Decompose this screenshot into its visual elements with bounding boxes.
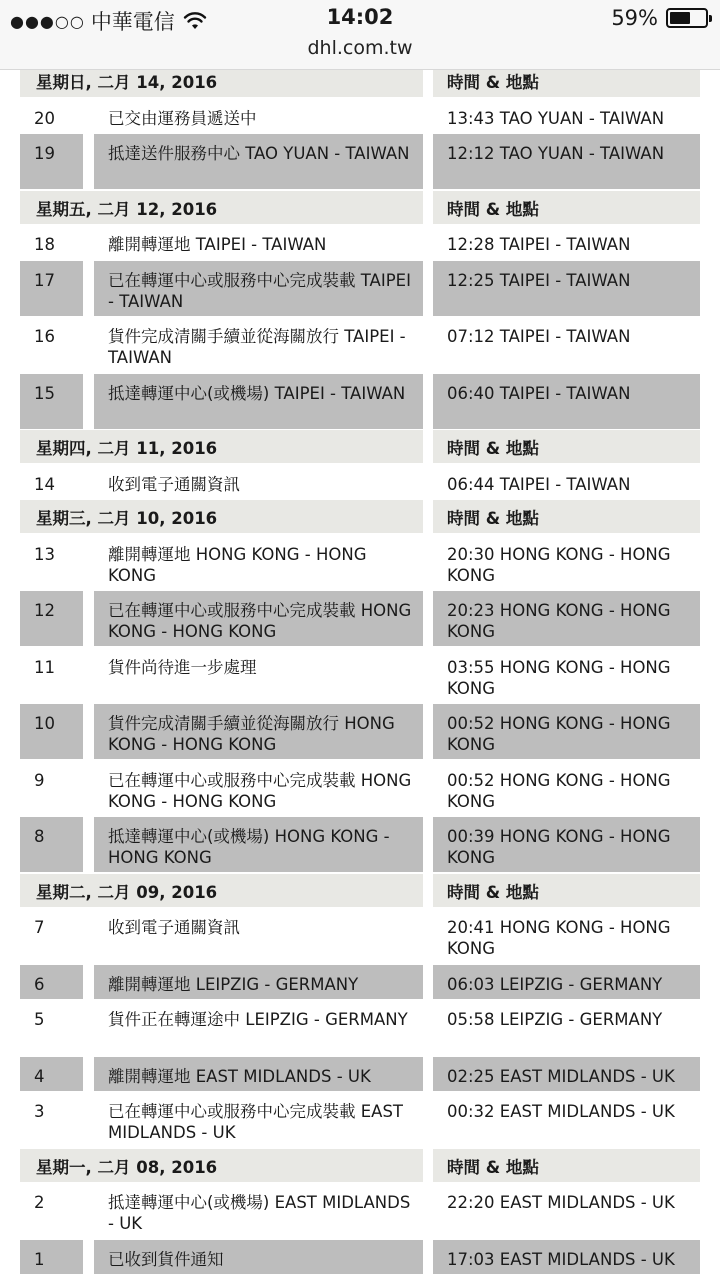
checkpoint-description: 收到電子通關資訊: [94, 465, 423, 499]
tracking-history: [0, 70, 720, 1280]
signal-strength-icon: ●●●○○: [10, 11, 85, 31]
checkpoint-description: 已在轉運中心或服務中心完成裝載 HONG KONG - HONG KONG: [94, 761, 423, 816]
checkpoint-description: 離開轉運地 EAST MIDLANDS - UK: [94, 1057, 423, 1091]
day-label: 星期四, 二月 11, 2016: [20, 430, 423, 463]
checkpoint-row: [20, 965, 700, 999]
day-label: 星期日, 二月 14, 2016: [20, 70, 423, 97]
checkpoint-time-location: 12:28 TAIPEI - TAIWAN: [433, 225, 700, 259]
checkpoint-number: 6: [20, 965, 83, 999]
checkpoint-description: 已在轉運中心或服務中心完成裝載 TAIPEI - TAIWAN: [94, 261, 423, 316]
day-header-row: [20, 500, 700, 533]
checkpoint-number: 12: [20, 591, 83, 646]
status-right: [611, 6, 708, 30]
location-column-header: 時間 & 地點: [433, 1149, 700, 1182]
checkpoint-time-location: 06:40 TAIPEI - TAIWAN: [433, 374, 700, 429]
day-header-row: [20, 430, 700, 463]
checkpoint-number: 2: [20, 1183, 83, 1238]
day-label: 星期二, 二月 09, 2016: [20, 874, 423, 907]
battery-fill: [670, 12, 690, 24]
day-header-row: [20, 1149, 700, 1182]
checkpoint-row: [20, 99, 700, 133]
carrier-name: 中華電信: [90, 10, 175, 34]
checkpoint-time-location: 05:58 LEIPZIG - GERMANY: [433, 1000, 700, 1055]
checkpoint-row: [20, 648, 700, 703]
checkpoint-row: [20, 317, 700, 372]
day-header-row: [20, 70, 700, 97]
checkpoint-time-location: 22:20 EAST MIDLANDS - UK: [433, 1183, 700, 1238]
checkpoint-row: [20, 465, 700, 499]
checkpoint-number: 13: [20, 535, 83, 590]
checkpoint-time-location: 13:43 TAO YUAN - TAIWAN: [433, 99, 700, 133]
checkpoint-time-location: 00:52 HONG KONG - HONG KONG: [433, 761, 700, 816]
location-column-header: 時間 & 地點: [433, 500, 700, 533]
checkpoint-description: 貨件尚待進一步處理: [94, 648, 423, 703]
checkpoint-number: 16: [20, 317, 83, 372]
location-column-header: 時間 & 地點: [433, 191, 700, 224]
checkpoint-number: 9: [20, 761, 83, 816]
checkpoint-description: 貨件完成清關手續並從海關放行 TAIPEI - TAIWAN: [94, 317, 423, 372]
checkpoint-time-location: 06:44 TAIPEI - TAIWAN: [433, 465, 700, 499]
checkpoint-number: 14: [20, 465, 83, 499]
checkpoint-description: 貨件正在轉運途中 LEIPZIG - GERMANY: [94, 1000, 423, 1055]
checkpoint-number: 19: [20, 134, 83, 189]
checkpoint-time-location: 20:41 HONG KONG - HONG KONG: [433, 908, 700, 963]
checkpoint-time-location: 20:23 HONG KONG - HONG KONG: [433, 591, 700, 646]
battery-icon: [666, 8, 708, 28]
checkpoint-description: 離開轉運地 TAIPEI - TAIWAN: [94, 225, 423, 259]
day-header-row: [20, 874, 700, 907]
day-header-row: [20, 191, 700, 224]
checkpoint-description: 已收到貨件通知: [94, 1240, 423, 1274]
checkpoint-row: [20, 261, 700, 316]
checkpoint-time-location: 12:12 TAO YUAN - TAIWAN: [433, 134, 700, 189]
checkpoint-number: 8: [20, 817, 83, 872]
checkpoint-time-location: 06:03 LEIPZIG - GERMANY: [433, 965, 700, 999]
checkpoint-time-location: 20:30 HONG KONG - HONG KONG: [433, 535, 700, 590]
checkpoint-description: 離開轉運地 HONG KONG - HONG KONG: [94, 535, 423, 590]
checkpoint-number: 1: [20, 1240, 83, 1274]
day-label: 星期五, 二月 12, 2016: [20, 191, 423, 224]
status-bar: [0, 0, 720, 36]
address-bar[interactable]: dhl.com.tw: [0, 36, 720, 70]
checkpoint-number: 5: [20, 1000, 83, 1055]
checkpoint-time-location: 07:12 TAIPEI - TAIWAN: [433, 317, 700, 372]
checkpoint-number: 4: [20, 1057, 83, 1091]
day-label: 星期三, 二月 10, 2016: [20, 500, 423, 533]
checkpoint-time-location: 03:55 HONG KONG - HONG KONG: [433, 648, 700, 703]
location-column-header: 時間 & 地點: [433, 430, 700, 463]
checkpoint-time-location: 00:52 HONG KONG - HONG KONG: [433, 704, 700, 759]
location-column-header: 時間 & 地點: [433, 874, 700, 907]
checkpoint-time-location: 12:25 TAIPEI - TAIWAN: [433, 261, 700, 316]
checkpoint-description: 貨件完成清關手續並從海關放行 HONG KONG - HONG KONG: [94, 704, 423, 759]
checkpoint-description: 已交由運務員遞送中: [94, 99, 423, 133]
checkpoint-row: [20, 535, 700, 590]
checkpoint-row: [20, 1092, 700, 1147]
clock: 14:02: [326, 5, 394, 29]
checkpoint-description: 抵達轉運中心(或機場) HONG KONG - HONG KONG: [94, 817, 423, 872]
checkpoint-time-location: 00:32 EAST MIDLANDS - UK: [433, 1092, 700, 1147]
checkpoint-row: [20, 591, 700, 646]
checkpoint-row: [20, 761, 700, 816]
checkpoint-row: [20, 1183, 700, 1238]
checkpoint-time-location: 00:39 HONG KONG - HONG KONG: [433, 817, 700, 872]
checkpoint-row: [20, 1240, 700, 1274]
checkpoint-description: 抵達轉運中心(或機場) EAST MIDLANDS - UK: [94, 1183, 423, 1238]
checkpoint-number: 17: [20, 261, 83, 316]
checkpoint-time-location: 02:25 EAST MIDLANDS - UK: [433, 1057, 700, 1091]
checkpoint-description: 離開轉運地 LEIPZIG - GERMANY: [94, 965, 423, 999]
checkpoint-description: 已在轉運中心或服務中心完成裝載 HONG KONG - HONG KONG: [94, 591, 423, 646]
checkpoint-row: [20, 817, 700, 872]
checkpoint-time-location: 17:03 EAST MIDLANDS - UK: [433, 1240, 700, 1274]
checkpoint-row: [20, 1000, 700, 1055]
checkpoint-row: [20, 134, 700, 189]
checkpoint-number: 10: [20, 704, 83, 759]
battery-percent: 59%: [611, 6, 658, 30]
checkpoint-row: [20, 704, 700, 759]
location-column-header: 時間 & 地點: [433, 70, 700, 97]
checkpoint-number: 7: [20, 908, 83, 963]
checkpoint-number: 18: [20, 225, 83, 259]
checkpoint-description: 抵達轉運中心(或機場) TAIPEI - TAIWAN: [94, 374, 423, 429]
checkpoint-number: 3: [20, 1092, 83, 1147]
checkpoint-number: 15: [20, 374, 83, 429]
checkpoint-row: [20, 225, 700, 259]
checkpoint-row: [20, 374, 700, 429]
checkpoint-description: 已在轉運中心或服務中心完成裝載 EAST MIDLANDS - UK: [94, 1092, 423, 1147]
checkpoint-description: 收到電子通關資訊: [94, 908, 423, 963]
day-label: 星期一, 二月 08, 2016: [20, 1149, 423, 1182]
checkpoint-row: [20, 908, 700, 963]
checkpoint-row: [20, 1057, 700, 1091]
checkpoint-number: 20: [20, 99, 83, 133]
checkpoint-number: 11: [20, 648, 83, 703]
checkpoint-description: 抵達送件服務中心 TAO YUAN - TAIWAN: [94, 134, 423, 189]
